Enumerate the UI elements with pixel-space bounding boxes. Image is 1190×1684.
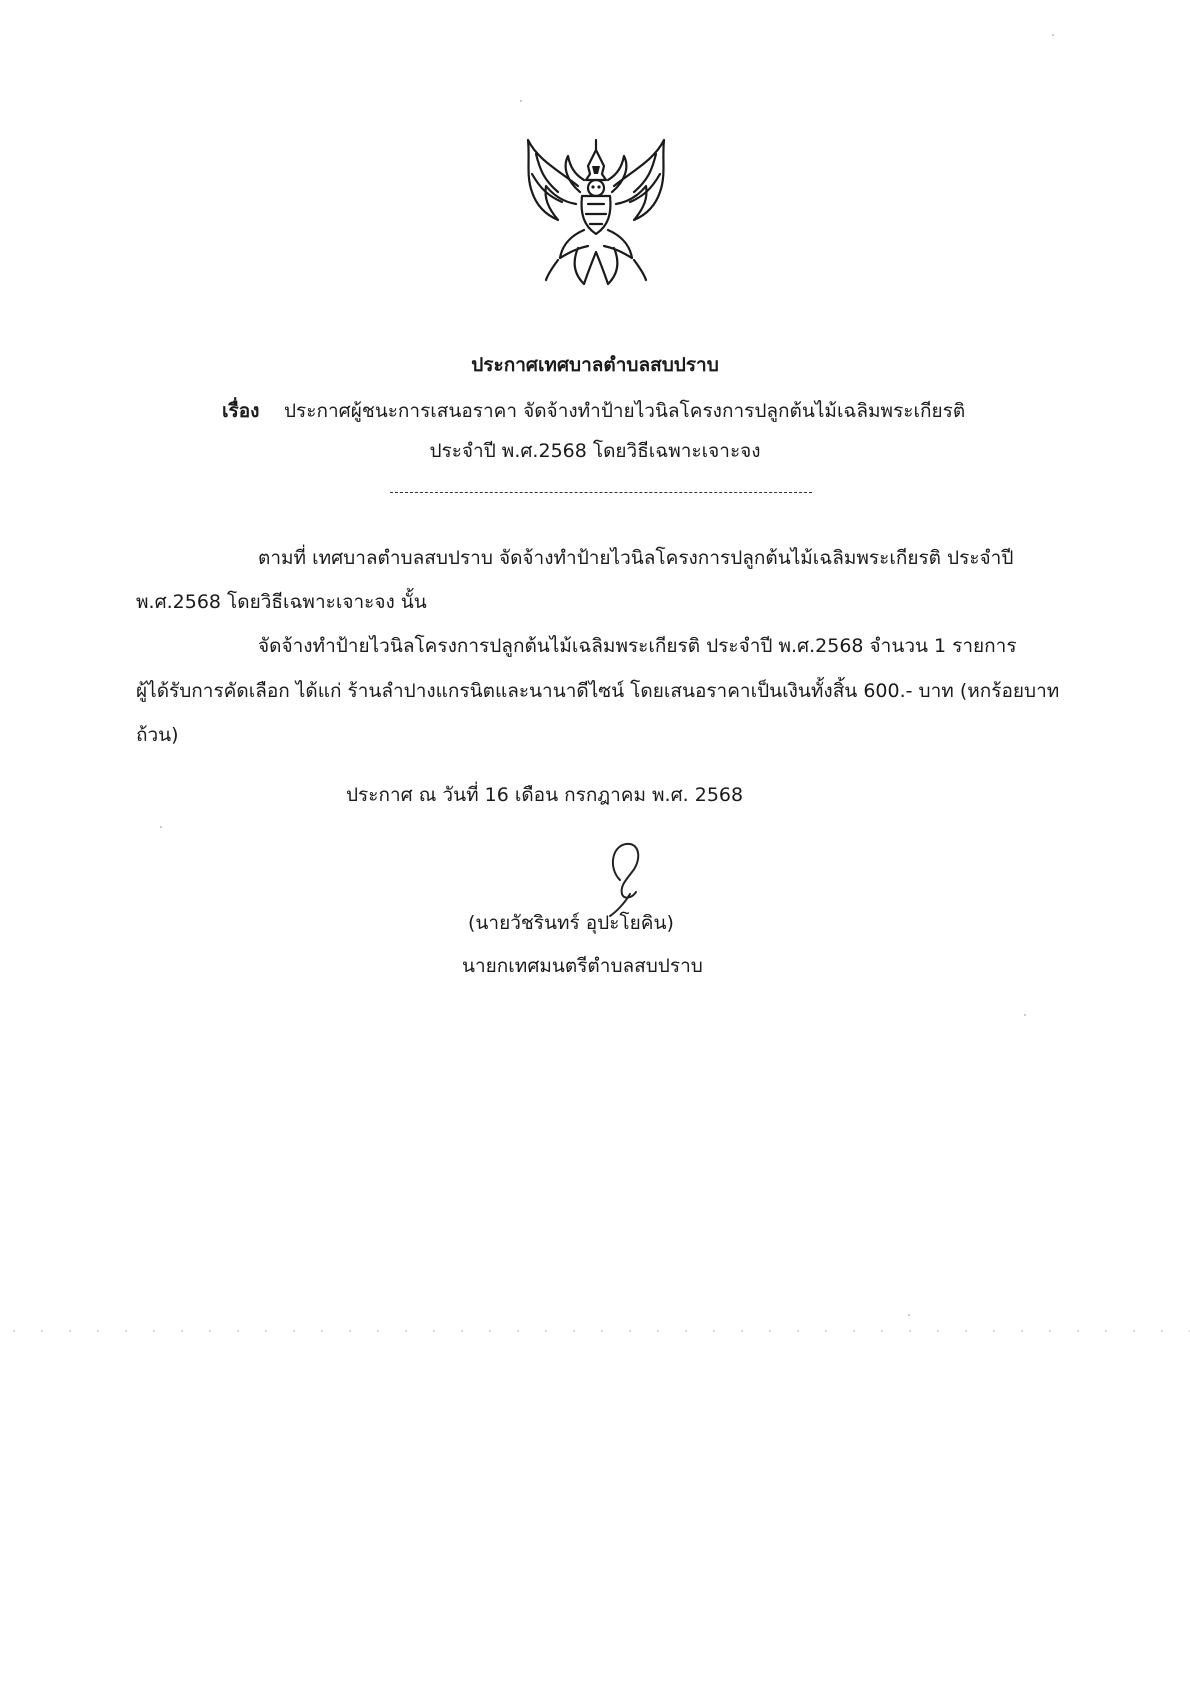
subject-line-1: ประกาศผู้ชนะการเสนอราคา จัดจ้างทำป้ายไวนิลโครงการปลูกต้นไม้เฉลิมพระเกียรติ: [284, 400, 966, 422]
paragraph-1-line-1: ตามที่ เทศบาลตำบลสบปราบ จัดจ้างทำป้ายไวนิลโครงการปลูกต้นไม้เฉลิมพระเกียรติ ประจำปี: [258, 547, 1014, 569]
paragraph-2-line-1: จัดจ้างทำป้ายไวนิลโครงการปลูกต้นไม้เฉลิมพระเกียรติ ประจำปี พ.ศ.2568 จำนวน 1 รายการ: [258, 635, 1017, 657]
paragraph-2-line-2: ผู้ได้รับการคัดเลือก ได้แก่ ร้านลำปางแกรนิตและนานาดีไซน์ โดยเสนอราคาเป็นเงินทั้งสิ้น 600.- บาท (หกร้อยบาท: [136, 680, 1060, 702]
handwritten-signature-icon: [590, 838, 660, 918]
garuda-emblem-icon: [518, 130, 674, 290]
subject-line-2: ประจำปี พ.ศ.2568 โดยวิธีเฉพาะเจาะจง: [429, 440, 761, 462]
subject-label: เรื่อง: [222, 400, 260, 422]
divider-line: [390, 492, 812, 493]
paragraph-1-line-2: พ.ศ.2568 โดยวิธีเฉพาะเจาะจง นั้น: [136, 591, 427, 613]
signatory-position: นายกเทศมนตรีตำบลสบปราบ: [462, 955, 703, 977]
scan-speck: [160, 826, 162, 828]
scan-dots: [0, 1330, 1190, 1332]
paragraph-2-line-3: ถ้วน): [136, 724, 179, 746]
announcement-title: ประกาศเทศบาลตำบลสบปราบ: [471, 354, 719, 376]
scan-speck: [1052, 34, 1054, 36]
scan-speck: [1024, 1014, 1026, 1016]
announcement-date: ประกาศ ณ วันที่ 16 เดือน กรกฎาคม พ.ศ. 2568: [346, 784, 744, 806]
scan-speck: [520, 100, 522, 102]
signatory-name: (นายวัชรินทร์ อุปะโยคิน): [468, 912, 674, 934]
scan-speck: [908, 1314, 910, 1316]
